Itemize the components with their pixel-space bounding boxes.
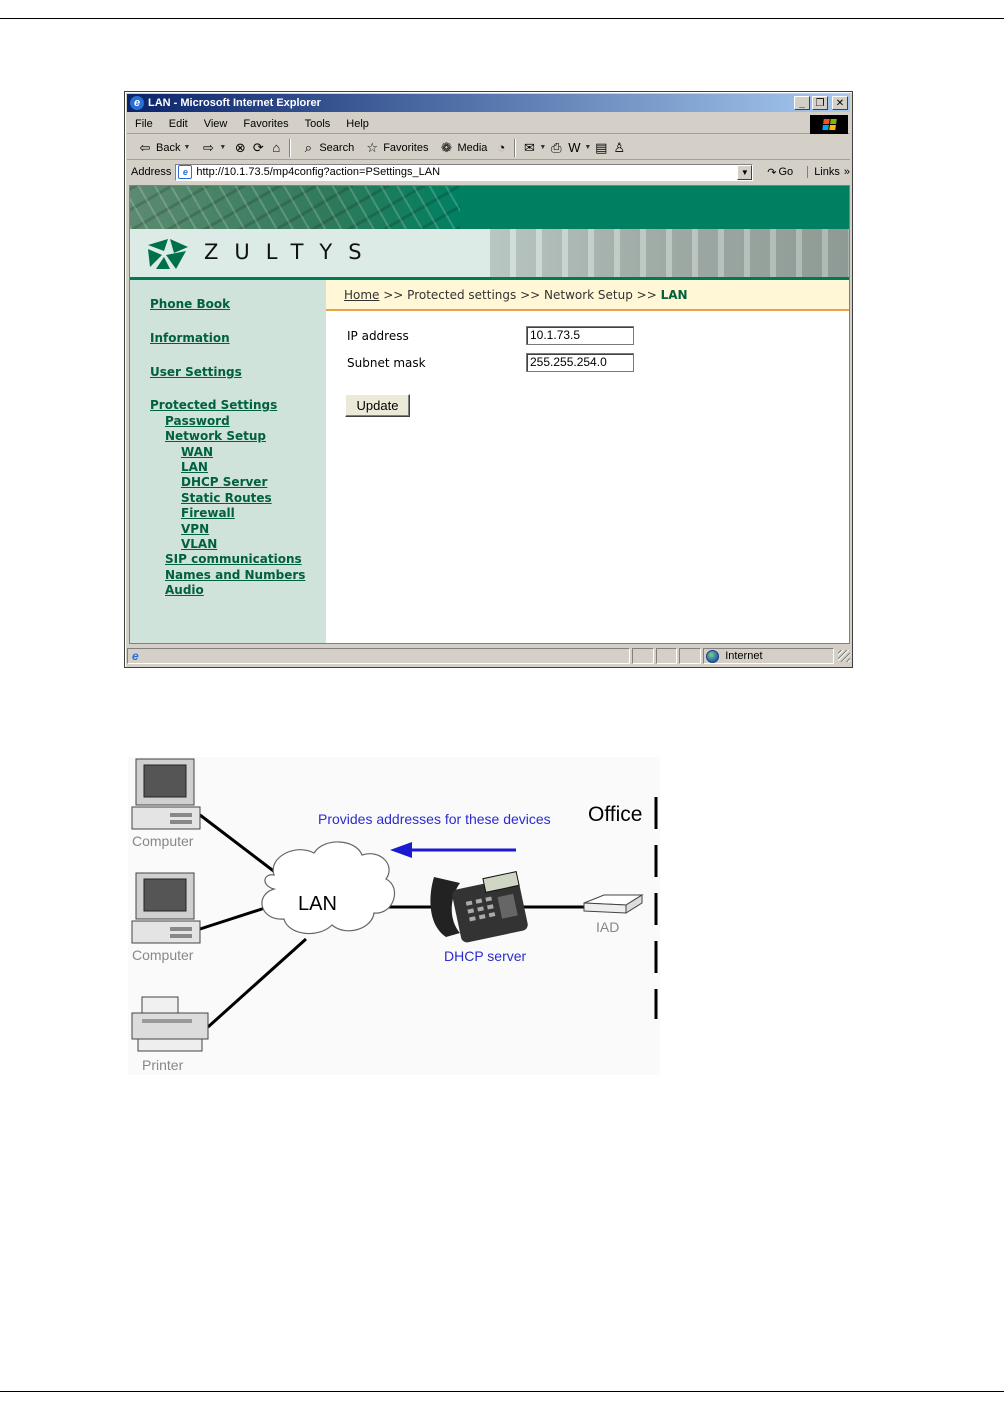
sidebar-item-dhcp-server[interactable]: DHCP Server [181,475,268,489]
circuit-board-image [130,186,460,229]
menu-bar [127,114,850,134]
edit-word-icon[interactable]: W [568,140,581,155]
printer-icon [132,997,208,1051]
home-icon[interactable]: ⌂ [272,140,281,155]
arrow-head-icon [390,842,412,858]
media-label: Media [457,141,488,154]
standard-toolbar [127,136,850,160]
link-printer-lan [208,939,306,1027]
address-bar [127,162,850,182]
back-button[interactable] [133,138,194,158]
computer-1-icon [132,759,200,829]
toolbar-separator [514,139,516,157]
media-icon: ❁ [441,139,452,155]
computer-1-label: Computer [132,833,194,849]
links-label: Links [814,166,840,178]
logo-banner [130,229,850,277]
window-controls [794,96,848,110]
go-label: Go [778,166,794,178]
chevron-down-icon: ▼ [183,144,191,151]
resize-grip-icon[interactable] [838,650,850,662]
office-label: Office [588,803,643,826]
title-bar[interactable] [127,94,850,112]
mail-icon[interactable]: ✉ [523,139,535,155]
breadcrumb-current: LAN [660,287,688,302]
chevron-down-icon: ▼ [539,144,547,151]
page-bottom-rule [0,1391,1004,1392]
diagram-caption: Provides addresses for these devices [318,811,551,827]
breadcrumb-path: >> Protected settings >> Network Setup >> [379,287,661,302]
page-icon: e [178,165,192,179]
status-text [127,648,630,664]
address-label: Address [131,166,172,178]
subnet-mask-label: Subnet mask [347,356,426,370]
menu-edit[interactable]: Edit [168,117,188,130]
windows-logo-icon [810,115,848,134]
sidebar-item-sip-communications[interactable]: SIP communications [165,552,302,566]
dhcp-network-diagram [128,757,660,1075]
equipment-photo [490,229,850,277]
sidebar-item-vpn[interactable]: VPN [181,522,210,536]
page-top-rule [0,18,1004,19]
update-button[interactable]: Update [345,394,410,417]
iad-icon [584,895,642,913]
printer-label: Printer [142,1057,184,1073]
security-zone [703,648,834,664]
sidebar-item-protected-settings[interactable]: Protected Settings [150,398,278,412]
sidebar-item-network-setup[interactable]: Network Setup [165,429,266,443]
menu-tools[interactable]: Tools [304,117,331,130]
zultys-logo-icon [146,237,190,271]
breadcrumb [326,280,850,311]
brand-name: ZULTYS [204,240,378,264]
status-pane [632,648,654,664]
ip-address-label: IP address [347,329,409,343]
link-computer2-lan [200,907,268,929]
minimize-button[interactable]: _ [794,96,810,110]
menu-help[interactable]: Help [346,117,369,130]
computer-2-icon [132,873,200,943]
star-icon: ☆ [366,139,379,155]
banner-header [130,186,850,229]
back-label: Back [156,141,181,154]
links-button[interactable] [807,166,850,178]
favorites-label: Favorites [383,141,429,154]
chevron-down-icon: ▼ [219,144,227,151]
iad-label: IAD [596,919,620,935]
sidebar-item-password[interactable]: Password [165,414,230,428]
sidebar-item-names-and-numbers[interactable]: Names and Numbers [165,568,306,582]
forward-arrow-icon: ⇨ [202,139,214,155]
refresh-icon[interactable]: ⟳ [252,139,264,155]
address-input[interactable] [175,164,753,181]
menu-favorites[interactable]: Favorites [243,117,289,130]
window-title: LAN - Microsoft Internet Explorer [148,97,321,109]
sidebar-item-firewall[interactable]: Firewall [181,506,235,520]
go-arrow-icon: ↷ [767,166,777,179]
discuss-icon[interactable]: ▤ [595,139,608,155]
address-url: http://10.1.73.5/mp4config?action=PSettings_LAN [196,166,441,178]
diagram-drawing [128,757,660,1075]
lan-cloud [262,842,395,934]
history-icon[interactable]: ◔ [497,140,506,155]
menu-view[interactable]: View [203,117,228,130]
sidebar-item-user-settings[interactable]: User Settings [150,365,242,379]
toolbar-separator [289,139,291,157]
search-icon: ⌕ [304,139,312,155]
sidebar-item-information[interactable]: Information [150,331,230,345]
sidebar-item-audio[interactable]: Audio [165,583,204,597]
ip-address-input[interactable]: 10.1.73.5 [526,326,634,345]
subnet-mask-input[interactable]: 255.255.254.0 [526,353,634,372]
forward-button[interactable] [196,138,230,158]
page-viewport [129,185,850,644]
status-bar [127,647,850,665]
sidebar-item-phone-book[interactable]: Phone Book [150,297,231,311]
sidebar-item-static-routes[interactable]: Static Routes [181,491,272,505]
browser-window [124,91,853,668]
search-button[interactable] [296,138,358,158]
search-label: Search [319,141,355,154]
sidebar-item-vlan[interactable]: VLAN [181,537,218,551]
status-pane [656,648,678,664]
favorites-button[interactable] [360,138,432,158]
globe-icon [706,650,719,663]
menu-file[interactable]: File [135,117,153,130]
sidebar-item-lan[interactable]: LAN [181,460,208,474]
breadcrumb-home-link[interactable]: Home [344,287,380,302]
zone-label: Internet [725,650,763,662]
status-pane [679,648,701,664]
page-icon: e [132,649,139,663]
messenger-icon[interactable]: ♙ [613,139,626,155]
close-button[interactable]: ✕ [832,96,848,110]
phone-icon [430,872,528,944]
media-button[interactable] [434,138,491,158]
dhcp-server-label: DHCP server [444,948,527,964]
go-button[interactable] [761,166,799,179]
print-icon[interactable]: ⎙ [551,139,562,155]
computer-2-label: Computer [132,947,194,963]
lan-label: LAN [298,893,337,915]
sidebar-item-wan[interactable]: WAN [181,445,214,459]
stop-icon[interactable]: ⊗ [234,139,246,155]
back-arrow-icon: ⇦ [139,139,151,155]
chevron-down-icon: ▼ [584,144,592,151]
chevron-down-icon[interactable]: ▼ [737,165,752,180]
ie-icon: e [130,96,144,110]
chevron-right-icon: » [843,166,850,178]
restore-button[interactable]: ❐ [812,96,828,110]
sidebar-nav [130,280,326,644]
